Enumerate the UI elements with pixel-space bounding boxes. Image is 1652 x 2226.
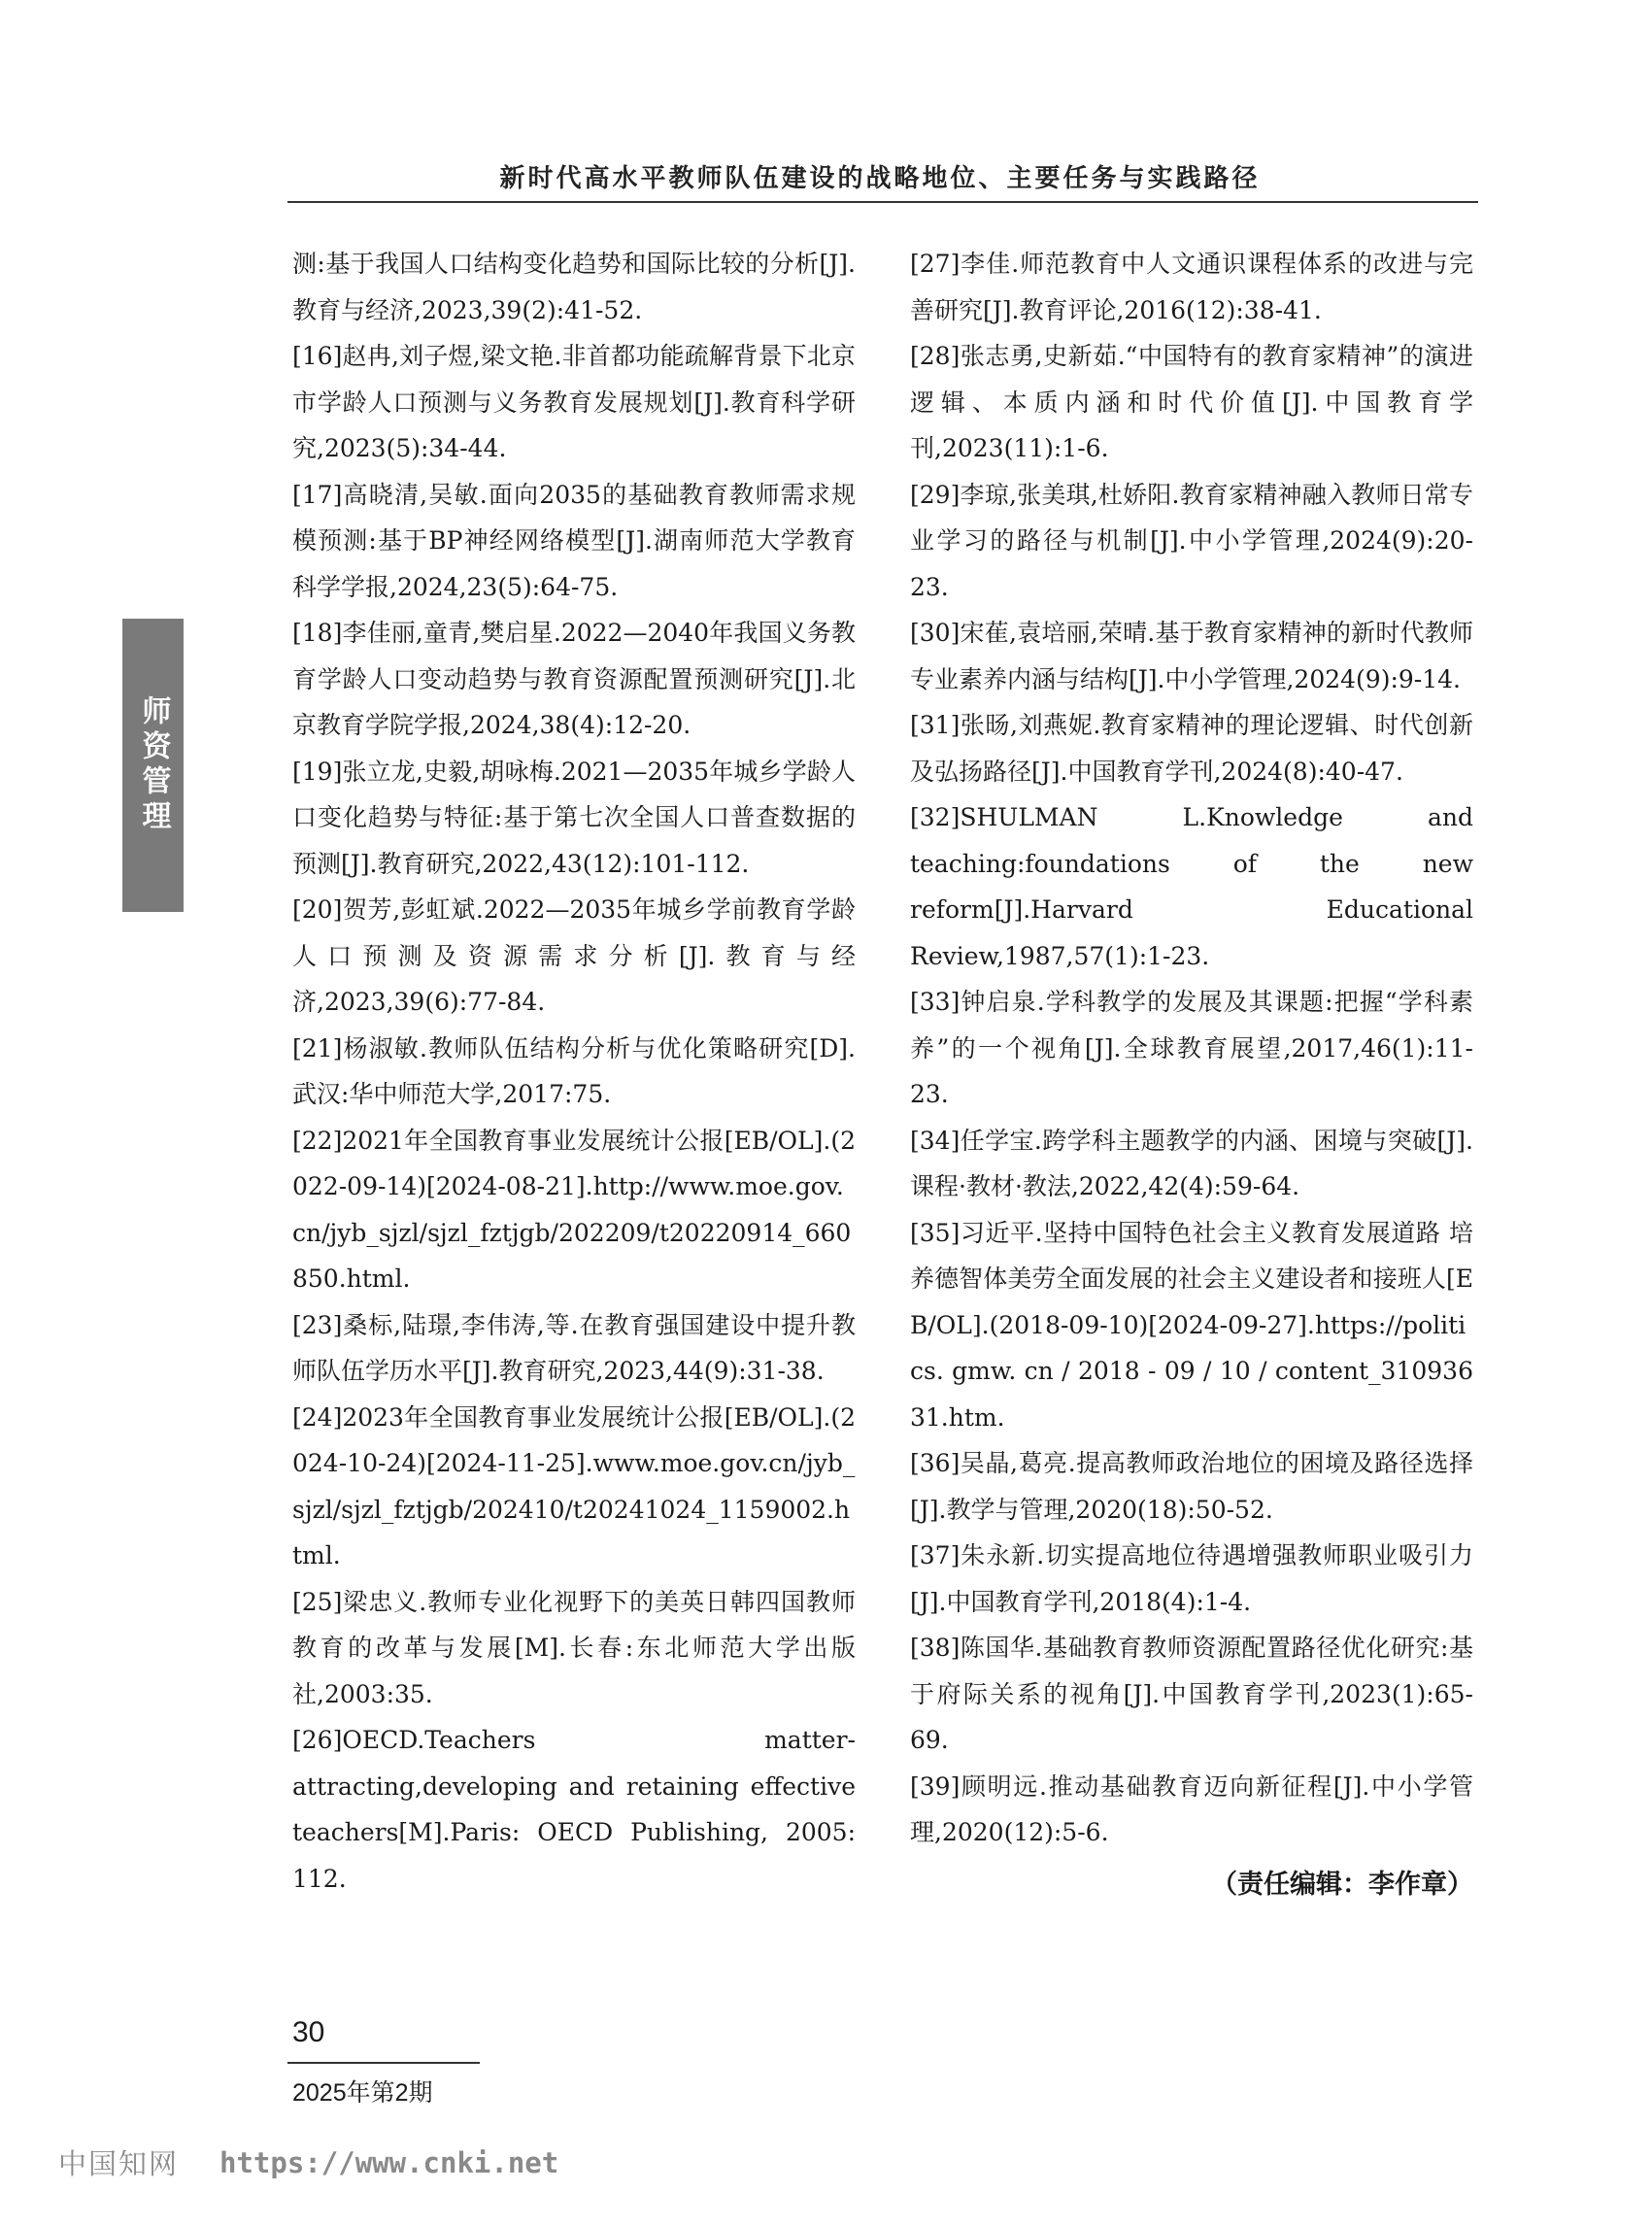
page-number: 30 [292, 2016, 325, 2048]
section-side-tab [122, 619, 184, 912]
reference-entry: [25]梁忠义.教师专业化视野下的美英日韩四国教师教育的改革与发展[M].长春:东北师范大学出版社,2003:35. [292, 1587, 856, 1708]
reference-entry: [30]宋萑,袁培丽,荣晴.基于教育家精神的新时代教师专业素养内涵与结构[J].中小学管理,2024(9):9-14. [910, 619, 1473, 693]
reference-entry: [39]顾明远.推动基础教育迈向新征程[J].中小学管理,2020(12):5-6. [910, 1771, 1473, 1846]
cnki-watermark [58, 2142, 558, 2182]
reference-entry: [34]任学宝.跨学科主题教学的内涵、困境与突破[J].课程·教材·教法,2022,42(4):59-64. [910, 1126, 1473, 1200]
reference-entry: [23]桑标,陆璟,李伟涛,等.在教育强国建设中提升教师队伍学历水平[J].教育研究,2023,44(9):31-38. [292, 1310, 856, 1385]
references-left-column [292, 241, 856, 1902]
reference-entry: [21]杨淑敏.教师队伍结构分析与优化策略研究[D].武汉:华中师范大学,2017:75. [292, 1033, 856, 1108]
footer-divider [287, 2062, 480, 2064]
references-right-column [910, 241, 1473, 1907]
watermark-name: 中国知网 [58, 2147, 180, 2180]
reference-entry: [37]朱永新.切实提高地位待遇增强教师职业吸引力[J].中国教育学刊,2018(4):1-4. [910, 1541, 1473, 1616]
reference-entry: [31]张旸,刘燕妮.教育家精神的理论逻辑、时代创新及弘扬路径[J].中国教育学刊,2024(8):40-47. [910, 711, 1473, 786]
reference-entry: 测:基于我国人口结构变化趋势和国际比较的分析[J].教育与经济,2023,39(2):41-52. [292, 250, 856, 324]
reference-entry: [36]吴晶,葛亮.提高教师政治地位的困境及路径选择[J].教学与管理,2020(18):50-52. [910, 1449, 1473, 1524]
watermark-url: https://www.cnki.net [219, 2145, 559, 2179]
reference-entry: [32]SHULMAN L.Knowledge and teaching:foundations of the new reform[J].Harvard Educational Review,1987,57(1):1-23. [910, 803, 1473, 970]
reference-entry: [38]陈国华.基础教育教师资源配置路径优化研究:基于府际关系的视角[J].中国教育学刊,2023(1):65-69. [910, 1634, 1473, 1754]
issue-label: 2025年第2期 [292, 2079, 433, 2107]
section-side-tab-label: 师资管理 [136, 695, 171, 835]
reference-entry: [27]李佳.师范教育中人文通识课程体系的改进与完善研究[J].教育评论,2016(12):38-41. [910, 250, 1473, 324]
responsible-editor-note: （责任编辑：李作章） [1211, 1869, 1473, 1900]
running-header-title: 新时代高水平教师队伍建设的战略地位、主要任务与实践路径 [499, 164, 1261, 193]
reference-entry: [35]习近平.坚持中国特色社会主义教育发展道路 培养德智体美劳全面发展的社会主义建设者和接班人[EB/OL].(2018-09-10)[2024-09-27].https://politics. gmw. cn / 2018 - 09 / 10 / content_31093631.htm. [910, 1218, 1473, 1432]
reference-entry: [17]高晓清,吴敏.面向2035的基础教育教师需求规模预测:基于BP神经网络模型[J].湖南师范大学教育科学学报,2024,23(5):64-75. [292, 480, 856, 601]
reference-entry: [26]OECD.Teachers matter-attracting,developing and retaining effective teachers[M].Paris: OECD Publishing, 2005: 112. [292, 1726, 856, 1893]
reference-entry: [20]贺芳,彭虹斌.2022—2035年城乡学前教育学龄人口预测及资源需求分析[J].教育与经济,2023,39(6):77-84. [292, 895, 856, 1016]
reference-entry: [16]赵冉,刘子煜,梁文艳.非首都功能疏解背景下北京市学龄人口预测与义务教育发展规划[J].教育科学研究,2023(5):34-44. [292, 342, 856, 462]
reference-entry: [19]张立龙,史毅,胡咏梅.2021—2035年城乡学龄人口变化趋势与特征:基于第七次全国人口普查数据的预测[J].教育研究,2022,43(12):101-112. [292, 757, 856, 878]
reference-entry: [28]张志勇,史新茹.“中国特有的教育家精神”的演进逻辑、本质内涵和时代价值[J].中国教育学刊,2023(11):1-6. [910, 342, 1473, 462]
reference-entry: [24]2023年全国教育事业发展统计公报[EB/OL].(2024-10-24)[2024-11-25].www.moe.gov.cn/jyb_sjzl/sjzl_fztjgb/202410/t20241024_1159002.html. [292, 1402, 856, 1569]
reference-entry: [29]李琼,张美琪,杜娇阳.教育家精神融入教师日常专业学习的路径与机制[J].中小学管理,2024(9):20-23. [910, 480, 1473, 601]
reference-entry: [22]2021年全国教育事业发展统计公报[EB/OL].(2022-09-14)[2024-08-21].http://www.moe.gov.cn/jyb_sjzl/sjzl_fztjgb/202209/t20220914_660850.html. [292, 1126, 856, 1293]
header-divider [287, 201, 1478, 203]
reference-entry: [33]钟启泉.学科教学的发展及其课题:把握“学科素养”的一个视角[J].全球教育展望,2017,46(1):11-23. [910, 988, 1473, 1108]
reference-entry: [18]李佳丽,童青,樊启星.2022—2040年我国义务教育学龄人口变动趋势与教育资源配置预测研究[J].北京教育学院学报,2024,38(4):12-20. [292, 619, 856, 739]
